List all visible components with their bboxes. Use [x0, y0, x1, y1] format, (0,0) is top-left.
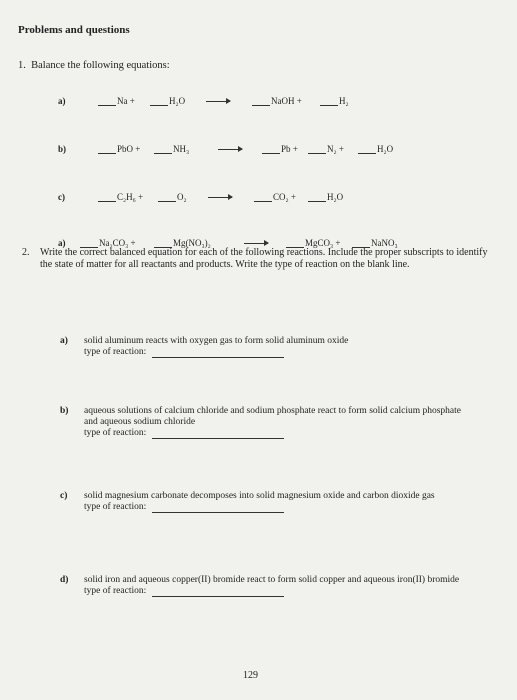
part-label: b): [60, 406, 69, 416]
answer-blank[interactable]: [320, 105, 338, 106]
product-term: Pb +: [262, 144, 298, 154]
part-text: solid aluminum reacts with oxygen gas to form solid aluminum oxide: [84, 336, 349, 346]
reactant-term: O₂: [158, 192, 187, 202]
type-of-reaction-blank[interactable]: [152, 357, 284, 358]
answer-blank[interactable]: [158, 201, 176, 202]
reactant-term: Na₂CO₃ +: [80, 238, 136, 248]
page-number: 129: [243, 670, 258, 681]
section-heading: Problems and questions: [18, 24, 130, 36]
reactant-term: Mg(NO₃)₂: [154, 238, 211, 248]
answer-blank[interactable]: [308, 153, 326, 154]
answer-blank[interactable]: [98, 201, 116, 202]
part-text: solid magnesium carbonate decomposes into solid magnesium oxide and carbon dioxide gas: [84, 491, 435, 501]
reaction-arrow: [244, 243, 268, 244]
answer-blank[interactable]: [262, 153, 280, 154]
product-term: MgCO₃ +: [286, 238, 340, 248]
answer-blank[interactable]: [254, 201, 272, 202]
type-of-reaction-label: type of reaction:: [84, 347, 147, 357]
type-of-reaction-blank[interactable]: [152, 438, 284, 439]
question-1-number: 1.: [18, 60, 26, 71]
part-label: a): [60, 336, 68, 346]
reactant-term: PbO +: [98, 144, 140, 154]
question-2-number: 2.: [22, 247, 30, 258]
reactant-term: C₂H₆ +: [98, 192, 143, 202]
product-term: CO₂ +: [254, 192, 296, 202]
part-label: c): [60, 491, 68, 501]
reactant-term: H₂O: [150, 96, 185, 106]
answer-blank[interactable]: [252, 105, 270, 106]
answer-blank[interactable]: [98, 153, 116, 154]
part-text: solid iron and aqueous copper(II) bromide react to form solid copper and aqueous iron(II) bromide: [84, 575, 460, 585]
question-part: [60, 406, 470, 439]
reaction-arrow: [208, 197, 232, 198]
reactant-term: NH₃: [154, 144, 189, 154]
reaction-arrow: [218, 149, 242, 150]
equation-label: c): [58, 192, 65, 202]
question-part: [60, 336, 470, 358]
answer-blank[interactable]: [358, 153, 376, 154]
equation-row: [58, 144, 498, 160]
equation-row: [58, 192, 498, 208]
part-text: aqueous solutions of calcium chloride and sodium phosphate react to form solid calcium phosphate and aqueous sodium chloride: [84, 406, 462, 427]
type-of-reaction-label: type of reaction:: [84, 428, 147, 438]
answer-blank[interactable]: [154, 153, 172, 154]
answer-blank[interactable]: [308, 201, 326, 202]
equation-label: a): [58, 238, 66, 248]
product-term: H₂O: [308, 192, 343, 202]
question-part: [60, 491, 470, 513]
type-of-reaction-blank[interactable]: [152, 512, 284, 513]
answer-blank[interactable]: [150, 105, 168, 106]
type-of-reaction-blank[interactable]: [152, 596, 284, 597]
part-label: d): [60, 575, 69, 585]
equation-label: b): [58, 144, 67, 154]
reaction-arrow: [206, 101, 230, 102]
equation-label: a): [58, 96, 66, 106]
question-1: [18, 60, 170, 71]
type-of-reaction-label: type of reaction:: [84, 586, 147, 596]
type-of-reaction-label: type of reaction:: [84, 502, 147, 512]
reactant-term: Na +: [98, 96, 135, 106]
equation-row: [58, 96, 498, 112]
product-term: H₂O: [358, 144, 393, 154]
product-term: NaOH +: [252, 96, 302, 106]
product-term: N₂ +: [308, 144, 344, 154]
question-part: [60, 575, 470, 597]
question-1-text: Balance the following equations:: [31, 60, 170, 71]
product-term: NaNO₃: [352, 238, 398, 248]
product-term: H₂: [320, 96, 349, 106]
question-2-text: Write the correct balanced equation for each of the following reactions. Include the proper subscripts to identify the state of matter for all reactants and products. Write the type of reaction on the blank line.: [40, 247, 488, 270]
answer-blank[interactable]: [98, 105, 116, 106]
question-2: [22, 247, 492, 271]
